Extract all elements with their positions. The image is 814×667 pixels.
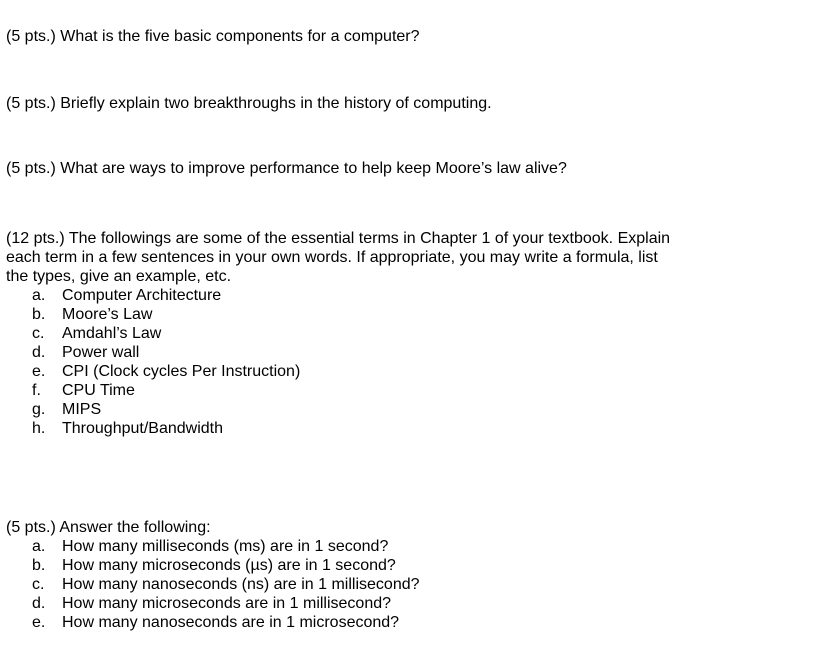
question-4 [6, 229, 806, 438]
list-item [6, 613, 806, 632]
list-item-text: Power wall [62, 344, 140, 361]
question-3: (5 pts.) What are ways to improve performance to help keep Moore’s law alive? [6, 160, 567, 177]
list-item-text: How many nanoseconds are in 1 microsecond? [62, 614, 400, 631]
list-item-text: Moore’s Law [62, 306, 153, 323]
list-item-text: How many milliseconds (ms) are in 1 second? [62, 538, 389, 555]
list-item-text: How many microseconds are in 1 millisecond? [62, 595, 392, 612]
list-marker: a. [32, 538, 46, 555]
question-4-line: (12 pts.) The followings are some of the essential terms in Chapter 1 of your textbook. Explain [6, 230, 671, 247]
question-1: (5 pts.) What is the five basic components for a computer? [6, 28, 420, 45]
question-5-prompt: (5 pts.) Answer the following: [6, 519, 211, 536]
list-item-text: CPI (Clock cycles Per Instruction) [62, 363, 301, 380]
list-marker: e. [32, 614, 46, 631]
list-item [6, 400, 806, 419]
list-marker: e. [32, 363, 46, 380]
list-item-text: CPU Time [62, 382, 135, 399]
list-item [6, 324, 806, 343]
list-item [6, 343, 806, 362]
list-item-text: Computer Architecture [62, 287, 222, 304]
list-item-text: How many microseconds (µs) are in 1 second? [62, 557, 396, 574]
list-item-text: MIPS [62, 401, 102, 418]
list-item-text: How many nanoseconds (ns) are in 1 millisecond? [62, 576, 420, 593]
list-marker: b. [32, 557, 46, 574]
list-item [6, 419, 806, 438]
list-item-text: Amdahl’s Law [62, 325, 162, 342]
question-4-line: each term in a few sentences in your own words. If appropriate, you may write a formula, list [6, 249, 658, 266]
list-marker: h. [32, 420, 46, 437]
list-item-text: Throughput/Bandwidth [62, 420, 223, 437]
list-item [6, 575, 806, 594]
list-marker: b. [32, 306, 46, 323]
list-item [6, 362, 806, 381]
conversions-list [6, 537, 806, 632]
list-item [6, 537, 806, 556]
question-2: (5 pts.) Briefly explain two breakthroughs in the history of computing. [6, 95, 492, 112]
list-marker: c. [32, 576, 45, 593]
list-marker: d. [32, 595, 46, 612]
list-item [6, 305, 806, 324]
list-marker: f. [32, 382, 41, 399]
question-4-line: the types, give an example, etc. [6, 268, 232, 285]
list-item [6, 381, 806, 400]
list-marker: d. [32, 344, 46, 361]
list-item [6, 594, 806, 613]
list-item [6, 556, 806, 575]
list-marker: a. [32, 287, 46, 304]
list-item [6, 286, 806, 305]
list-marker: c. [32, 325, 45, 342]
question-4-prompt [6, 229, 806, 286]
question-5 [6, 518, 806, 632]
terms-list [6, 286, 806, 438]
list-marker: g. [32, 401, 46, 418]
